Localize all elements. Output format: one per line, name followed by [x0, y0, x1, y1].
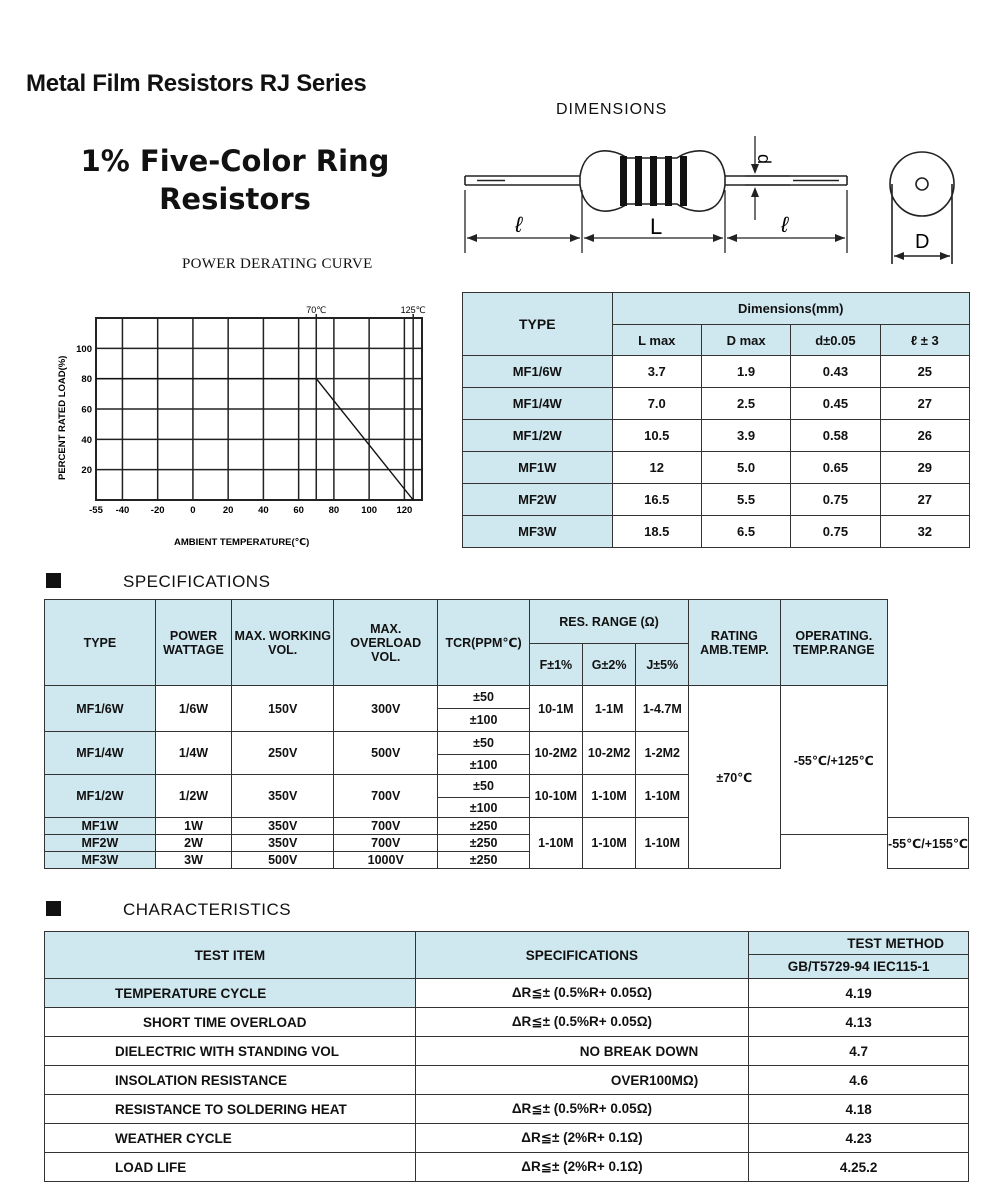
dim-type-cell: MF3W	[463, 516, 613, 548]
spec-working-cell: 500V	[232, 852, 334, 869]
char-spec-cell: ΔR≦± (2%R+ 0.1Ω)	[415, 1124, 749, 1153]
dim-value-cell: 0.75	[791, 484, 880, 516]
char-table-row	[45, 1153, 969, 1182]
spec-type-cell: MF1/6W	[45, 686, 156, 732]
subtitle: 1% Five-Color Ring Resistors	[80, 144, 390, 216]
spec-range-f-cell: 1-10M	[529, 818, 582, 869]
chart-y-tick: 80	[81, 374, 92, 386]
diagram-l-left: ℓ	[515, 212, 523, 237]
chart-x-tick: 120	[396, 505, 413, 516]
dim-value-cell: 5.5	[701, 484, 790, 516]
chart-title: POWER DERATING CURVE	[182, 256, 373, 272]
characteristics-table	[44, 931, 969, 1182]
chart-marker-label: 125℃	[400, 305, 426, 315]
dim-value-cell: 27	[880, 388, 969, 420]
char-item-cell: RESISTANCE TO SOLDERING HEAT	[45, 1095, 416, 1124]
chart-y-tick: 40	[81, 434, 92, 446]
dim-table-row	[463, 484, 970, 516]
spec-tcr-cell: ±100	[438, 755, 530, 775]
spec-header-rating: RATING AMB.TEMP.	[689, 600, 780, 686]
spec-range-g-cell: 1-1M	[582, 686, 636, 732]
dim-table-row	[463, 452, 970, 484]
spec-header-type: TYPE	[45, 600, 156, 686]
diagram-D: D	[915, 231, 930, 253]
dim-type-header: TYPE	[463, 293, 613, 356]
spec-range-g-cell: 10-2M2	[582, 732, 636, 775]
dim-value-cell: 2.5	[701, 388, 790, 420]
characteristics-heading-text: CHARACTERISTICS	[123, 900, 292, 919]
char-item-cell: LOAD LIFE	[45, 1153, 416, 1182]
spec-power-cell: 1/4W	[155, 732, 231, 775]
char-method-cell: 4.13	[749, 1008, 969, 1037]
power-derating-chart	[50, 300, 440, 555]
char-method-cell: 4.19	[749, 979, 969, 1008]
spec-overload-cell: 300V	[334, 686, 438, 732]
char-item-cell: INSOLATION RESISTANCE	[45, 1066, 416, 1095]
char-method-cell: 4.7	[749, 1037, 969, 1066]
chart-y-tick: 60	[81, 404, 92, 416]
dim-value-cell: 7.0	[612, 388, 701, 420]
spec-working-cell: 150V	[232, 686, 334, 732]
chart-y-tick: 20	[81, 465, 92, 477]
spec-header-j: J±5%	[636, 644, 689, 686]
dim-col-header: L max	[612, 325, 701, 356]
char-method-cell: 4.18	[749, 1095, 969, 1124]
spec-range-j-cell: 1-10M	[636, 775, 689, 818]
char-table-row	[45, 1066, 969, 1095]
dim-col-header: ℓ ± 3	[880, 325, 969, 356]
spec-overload-cell: 700V	[334, 835, 438, 852]
spec-type-cell: MF1/2W	[45, 775, 156, 818]
spec-header-g: G±2%	[582, 644, 636, 686]
dim-value-cell: 3.7	[612, 356, 701, 388]
char-item-cell: TEMPERATURE CYCLE	[45, 979, 416, 1008]
char-table-row	[45, 1095, 969, 1124]
dim-col-header: D max	[701, 325, 790, 356]
spec-type-cell: MF1W	[45, 818, 156, 835]
spec-op-range-cell: -55℃/+125℃	[780, 686, 888, 835]
chart-x-tick: 0	[190, 505, 196, 516]
spec-type-cell: MF1/4W	[45, 732, 156, 775]
spec-header-res-range: RES. RANGE (Ω)	[529, 600, 688, 644]
chart-x-tick: 60	[293, 505, 304, 516]
dim-value-cell: 1.9	[701, 356, 790, 388]
char-table-row	[45, 979, 969, 1008]
spec-type-cell: MF2W	[45, 835, 156, 852]
chart-y-tick: 100	[76, 343, 92, 355]
dim-value-cell: 0.75	[791, 516, 880, 548]
dim-group-header: Dimensions(mm)	[612, 293, 969, 325]
spec-working-cell: 350V	[232, 818, 334, 835]
chart-ylabel: PERCENT RATED LOAD(%)	[57, 355, 68, 480]
spec-tcr-cell: ±50	[438, 686, 530, 709]
char-item-cell: WEATHER CYCLE	[45, 1124, 416, 1153]
dim-value-cell: 3.9	[701, 420, 790, 452]
chart-marker-label: 70℃	[306, 305, 327, 315]
chart-x-tick: -55	[89, 505, 103, 516]
spec-rating-cell: ±70℃	[689, 686, 780, 869]
specifications-heading	[46, 572, 270, 592]
char-item-cell: SHORT TIME OVERLOAD	[45, 1008, 416, 1037]
dim-type-cell: MF2W	[463, 484, 613, 516]
dim-value-cell: 16.5	[612, 484, 701, 516]
spec-power-cell: 1/2W	[155, 775, 231, 818]
dim-type-cell: MF1W	[463, 452, 613, 484]
dim-value-cell: 32	[880, 516, 969, 548]
spec-type-cell: MF3W	[45, 852, 156, 869]
spec-range-f-cell: 10-2M2	[529, 732, 582, 775]
spec-header-power: POWER WATTAGE	[155, 600, 231, 686]
char-table-row	[45, 1008, 969, 1037]
dim-value-cell: 5.0	[701, 452, 790, 484]
spec-overload-cell: 700V	[334, 818, 438, 835]
spec-table-row	[45, 852, 969, 869]
spec-header-tcr: TCR(PPM℃)	[438, 600, 530, 686]
spec-range-j-cell: 1-2M2	[636, 732, 689, 775]
char-spec-cell: ΔR≦± (0.5%R+ 0.05Ω)	[415, 1008, 749, 1037]
char-method-cell: 4.25.2	[749, 1153, 969, 1182]
resistor-dimension-diagram	[455, 128, 975, 273]
spec-working-cell: 350V	[232, 835, 334, 852]
char-item-cell: DIELECTRIC WITH STANDING VOL	[45, 1037, 416, 1066]
spec-header-operating: OPERATING. TEMP.RANGE	[780, 600, 888, 686]
spec-tcr-cell: ±100	[438, 798, 530, 818]
specifications-heading-text: SPECIFICATIONS	[123, 572, 271, 591]
chart-x-tick: 80	[328, 505, 340, 516]
dim-table-row	[463, 516, 970, 548]
chart-x-tick: -20	[150, 505, 165, 516]
spec-table-row	[45, 835, 969, 852]
spec-tcr-cell: ±100	[438, 709, 530, 732]
char-table-row	[45, 1124, 969, 1153]
dimensions-label: DIMENSIONS	[556, 101, 668, 118]
char-header-method: TEST METHOD	[749, 932, 969, 955]
char-header-spec: SPECIFICATIONS	[415, 932, 749, 979]
dim-value-cell: 27	[880, 484, 969, 516]
spec-range-j-cell: 1-4.7M	[636, 686, 689, 732]
spec-working-cell: 250V	[232, 732, 334, 775]
spec-power-cell: 3W	[155, 852, 231, 869]
dim-value-cell: 29	[880, 452, 969, 484]
char-header-item: TEST ITEM	[45, 932, 416, 979]
specifications-table	[44, 599, 969, 869]
spec-op-range-cell: -55℃/+155℃	[888, 818, 969, 869]
spec-range-f-cell: 10-1M	[529, 686, 582, 732]
dim-value-cell: 25	[880, 356, 969, 388]
chart-xlabel: AMBIENT TEMPERATURE(℃)	[174, 537, 310, 548]
dim-value-cell: 0.65	[791, 452, 880, 484]
char-method-cell: 4.23	[749, 1124, 969, 1153]
char-spec-cell: ΔR≦± (0.5%R+ 0.05Ω)	[415, 1095, 749, 1124]
spec-power-cell: 1W	[155, 818, 231, 835]
spec-tcr-cell: ±250	[438, 852, 530, 869]
dim-value-cell: 0.43	[791, 356, 880, 388]
page-title: Metal Film Resistors RJ Series	[26, 70, 367, 97]
chart-x-tick: -40	[115, 505, 130, 516]
dim-value-cell: 0.45	[791, 388, 880, 420]
char-spec-cell: ΔR≦± (0.5%R+ 0.05Ω)	[415, 979, 749, 1008]
dim-type-cell: MF1/2W	[463, 420, 613, 452]
spec-header-overload: MAX. OVERLOAD VOL.	[334, 600, 438, 686]
dim-value-cell: 6.5	[701, 516, 790, 548]
spec-working-cell: 350V	[232, 775, 334, 818]
dim-table-row	[463, 420, 970, 452]
dim-value-cell: 26	[880, 420, 969, 452]
dim-value-cell: 18.5	[612, 516, 701, 548]
char-spec-cell: NO BREAK DOWN	[415, 1037, 749, 1066]
chart-x-tick: 20	[222, 505, 234, 516]
spec-tcr-cell: ±250	[438, 818, 530, 835]
dim-type-cell: MF1/4W	[463, 388, 613, 420]
spec-table-row	[45, 686, 969, 709]
spec-overload-cell: 700V	[334, 775, 438, 818]
spec-header-working: MAX. WORKING VOL.	[232, 600, 334, 686]
spec-tcr-cell: ±50	[438, 775, 530, 798]
diagram-l-right: ℓ	[781, 212, 789, 237]
bullet-square-icon	[46, 573, 61, 588]
spec-power-cell: 1/6W	[155, 686, 231, 732]
char-table-row	[45, 1037, 969, 1066]
spec-tcr-cell: ±50	[438, 732, 530, 755]
char-method-cell: 4.6	[749, 1066, 969, 1095]
dim-value-cell: 12	[612, 452, 701, 484]
spec-range-g-cell: 1-10M	[582, 775, 636, 818]
diagram-d: d	[754, 154, 774, 165]
diagram-L: L	[650, 214, 663, 239]
bullet-square-icon	[46, 901, 61, 916]
dim-table-row	[463, 388, 970, 420]
dim-type-cell: MF1/6W	[463, 356, 613, 388]
spec-tcr-cell: ±250	[438, 835, 530, 852]
spec-overload-cell: 500V	[334, 732, 438, 775]
dimensions-table	[462, 292, 970, 548]
characteristics-heading	[46, 900, 291, 920]
dim-col-header: d±0.05	[791, 325, 880, 356]
dim-value-cell: 10.5	[612, 420, 701, 452]
dim-table-row	[463, 356, 970, 388]
chart-x-tick: 100	[361, 505, 378, 516]
chart-x-tick: 40	[258, 505, 269, 516]
dim-value-cell: 0.58	[791, 420, 880, 452]
char-header-method-std: GB/T5729-94 IEC115-1	[749, 955, 969, 979]
spec-range-g-cell: 1-10M	[582, 818, 636, 869]
spec-overload-cell: 1000V	[334, 852, 438, 869]
spec-header-f: F±1%	[529, 644, 582, 686]
spec-range-j-cell: 1-10M	[636, 818, 689, 869]
spec-range-f-cell: 10-10M	[529, 775, 582, 818]
char-spec-cell: OVER100MΩ)	[415, 1066, 749, 1095]
char-spec-cell: ΔR≦± (2%R+ 0.1Ω)	[415, 1153, 749, 1182]
spec-power-cell: 2W	[155, 835, 231, 852]
